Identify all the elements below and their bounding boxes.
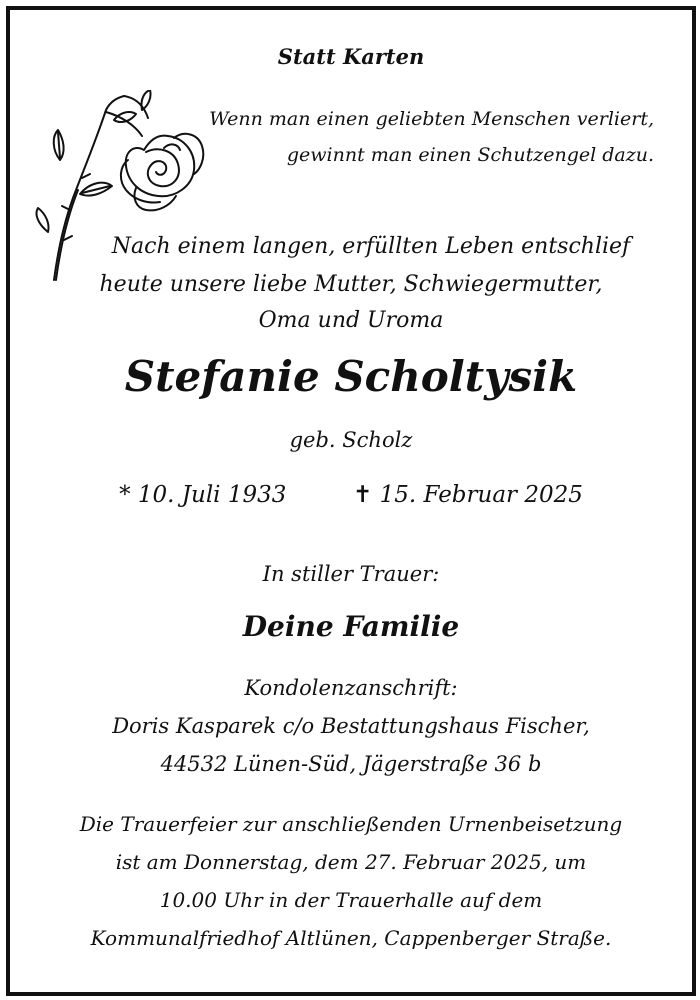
ceremony-line-1: Die Trauerfeier zur anschließenden Urnenbeisetzung [79, 812, 623, 836]
mourning-label: In stiller Trauer: [262, 562, 440, 586]
ceremony-line-4: Kommunalfriedhof Altlünen, Cappenberger Straße. [90, 926, 612, 950]
ceremony-line-3: 10.00 Uhr in der Trauerhalle auf dem [159, 888, 543, 912]
birth-date: * 10. Juli 1933 [119, 482, 287, 508]
family-name: Deine Familie [242, 610, 460, 643]
deceased-name: Stefanie Scholtysik [124, 352, 578, 401]
intro-line-3: Oma und Uroma [258, 308, 444, 333]
rose-icon [24, 90, 234, 290]
intro-line-1: Nach einem langen, erfüllten Leben entschlief [111, 234, 631, 259]
condolence-address-line-1: Doris Kasparek c/o Bestattungshaus Fischer, [112, 714, 590, 738]
header-statt-karten: Statt Karten [277, 44, 425, 69]
quote-line-2: gewinnt man einen Schutzengel dazu. [286, 144, 654, 166]
obituary-notice [6, 6, 696, 996]
cross-icon: ✝ [353, 482, 373, 508]
life-dates [10, 482, 692, 508]
quote-line-1: Wenn man einen geliebten Menschen verliert, [209, 108, 654, 130]
condolence-address-line-2: 44532 Lünen-Süd, Jägerstraße 36 b [160, 752, 542, 776]
ceremony-line-2: ist am Donnerstag, dem 27. Februar 2025, um [115, 850, 587, 874]
death-date: 15. Februar 2025 [379, 482, 583, 508]
intro-line-2: heute unsere liebe Mutter, Schwiegermutter, [99, 272, 603, 297]
condolence-label: Kondolenzanschrift: [244, 676, 458, 700]
maiden-name: geb. Scholz [289, 428, 413, 452]
